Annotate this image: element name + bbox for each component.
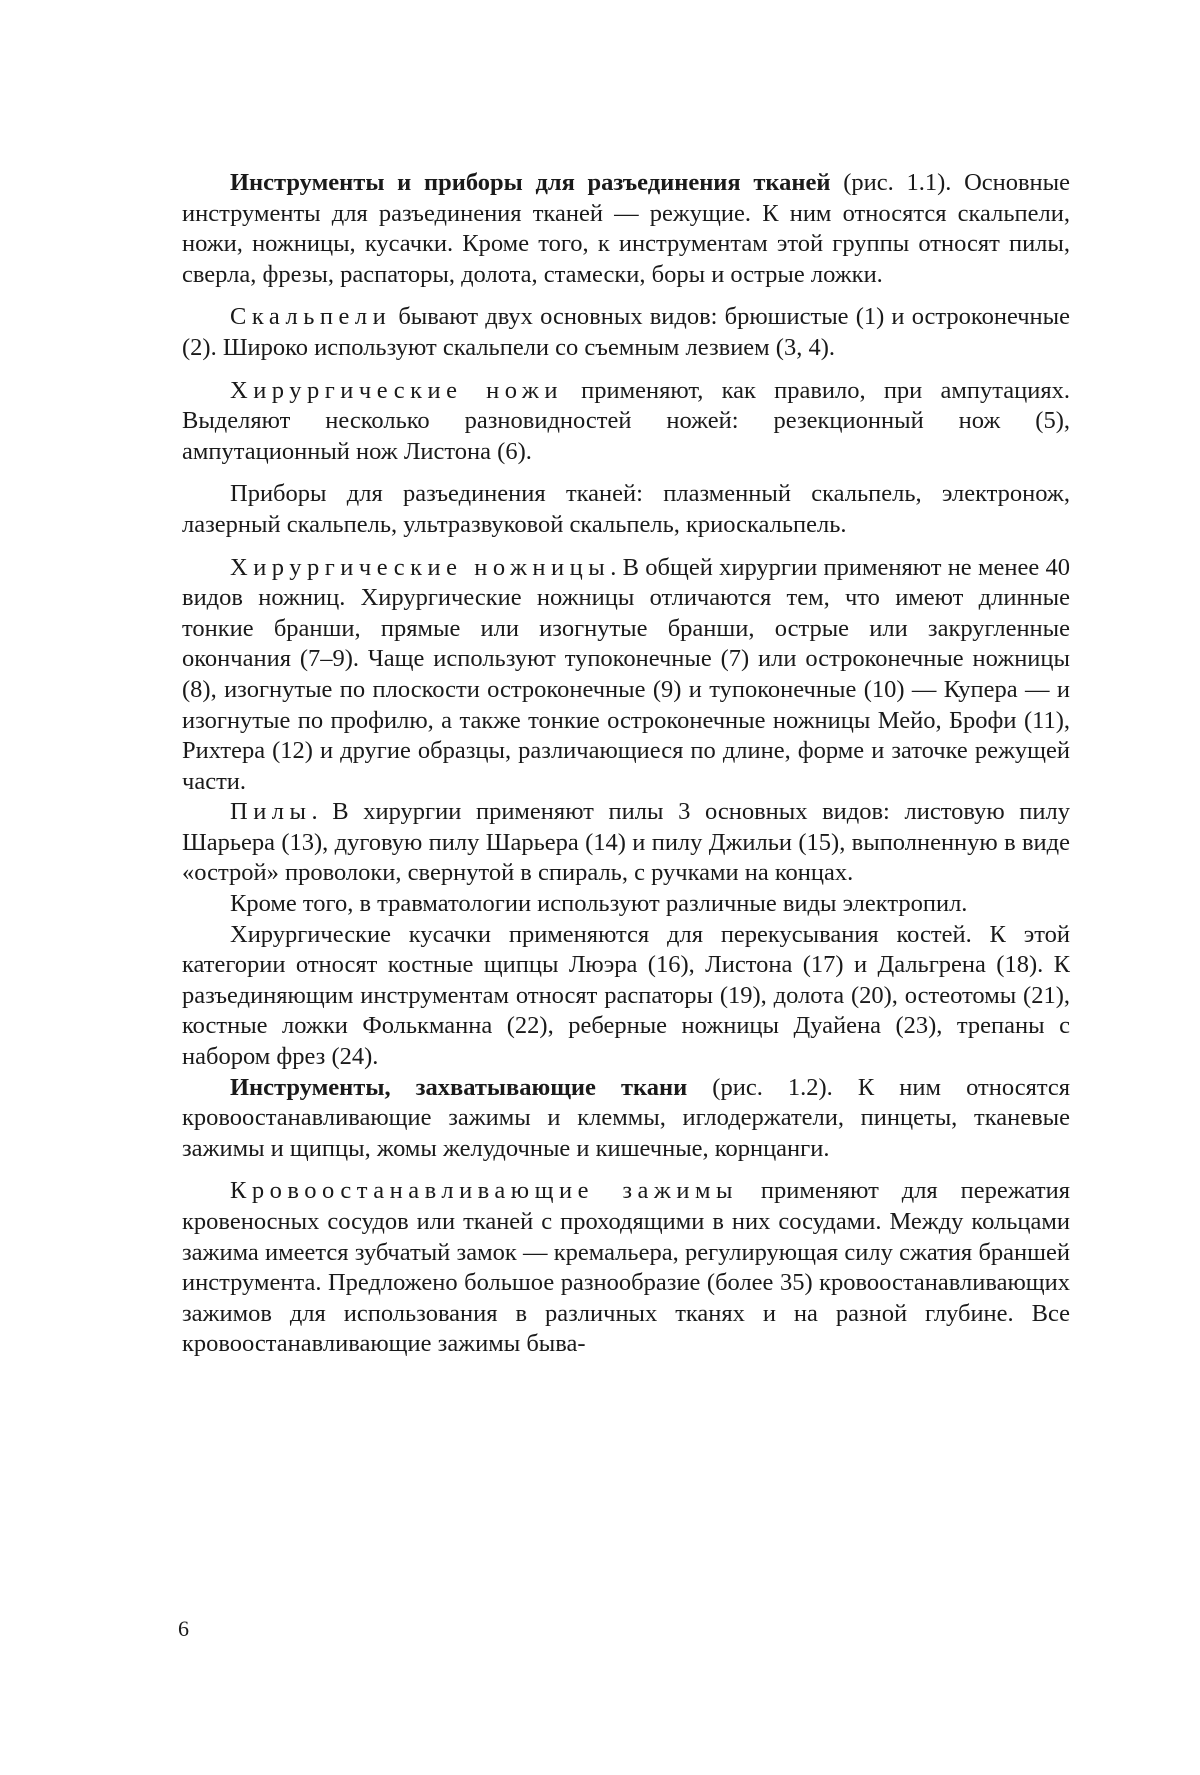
term-surgical-scissors: Хирургические ножницы [230, 553, 611, 581]
paragraph-text: Кроме того, в травматологии используют различные виды электропил. [230, 890, 968, 918]
paragraph-9 [182, 1073, 1070, 1165]
term-surgical-knives: Хирургические ножи [230, 376, 563, 404]
paragraph-3 [182, 376, 1070, 468]
paragraph-text: применяют для пережатия кровеносных сосудов или тканей с проходящими в них сосудами. Между кольцами зажима имеется зубчатый замок — кремальера, регулирующая силу сжатия браншей инструмента. Предложено большое разнообразие (более 35) кровоостанавливающих зажимов для использования в различных тканях и на разной глубине. Все кровоостанавливающие зажимы быва- [182, 1177, 1070, 1358]
paragraph-text: бывают двух основных видов: брюшистые (1) и остроконечные (2). Широко используют скальпели со съемным лезвием (3, 4). [182, 303, 1070, 361]
paragraph-text: . В общей хирургии применяют не менее 40 видов ножниц. Хирургические ножницы отличаются тем, что имеют длинные тонкие бранши, прямые или изогнутые бранши, острые или закругленные окончания (7–9). Чаще используют тупоконечные (7) или остроконечные ножницы (8), изогнутые по плоскости остроконечные (9) и тупоконечные (10) — Купера — и изогнутые по профилю, а также тонкие остроконечные ножницы Мейо, Брофи (11), Рихтера (12) и другие образцы, различающиеся по длине, форме и заточке режущей части. [182, 553, 1071, 795]
paragraph-8 [182, 920, 1070, 1073]
paragraph-6 [182, 797, 1070, 889]
paragraph-text: Приборы для разъединения тканей: плазменный скальпель, электронож, лазерный скальпель, ультразвуковой скальпель, криоскальпель. [182, 480, 1070, 538]
paragraph-1 [182, 168, 1070, 290]
term-saws: Пилы [230, 798, 312, 826]
paragraph-2 [182, 302, 1070, 363]
page-number: 6 [178, 1616, 189, 1641]
body-text [182, 168, 1070, 1360]
paragraph-10 [182, 1176, 1070, 1360]
term-hemostatic-clamps: Кровоостанавливающие зажимы [230, 1177, 738, 1205]
section-heading-grasping-instruments: Инструменты, захватывающие ткани [230, 1073, 688, 1101]
paragraph-5 [182, 553, 1070, 798]
paragraph-7 [182, 889, 1070, 920]
paragraph-text: (рис. 1.2). К ним относятся кровоостанавливающие зажимы и клеммы, иглодержатели, пинцеты, тканевые зажимы и щипцы, жомы желудочные и кишечные, корнцанги. [182, 1073, 1070, 1162]
paragraph-text: (рис. 1.1). Основные инструменты для разъединения тканей — режущие. К ним относятся скальпели, ножи, ножницы, кусачки. Кроме того, к инструментам этой группы относят пилы, сверла, фрезы, распаторы, долота, стамески, боры и острые ложки. [182, 169, 1071, 288]
paragraph-text: Хирургические кусачки применяются для перекусывания костей. К этой категории относят костные щипцы Люэра (16), Листона (17) и Дальгрена (18). К разъединяющим инструментам относят распаторы (19), долота (20), остеотомы (21), костные ложки Фолькманна (22), реберные ножницы Дуайена (23), трепаны с набором фрез (24). [182, 920, 1070, 1071]
paragraph-4 [182, 479, 1070, 540]
paragraph-text: . В хирургии применяют пилы 3 основных видов: листовую пилу Шарьера (13), дуговую пилу Шарьера (14) и пилу Джильи (15), выполненную в виде «острой» проволоки, свернутой в спираль, с ручками на концах. [182, 798, 1070, 887]
term-scalpels: Скальпели [230, 303, 392, 331]
section-heading-cutting-instruments: Инструменты и приборы для разъединения тканей [230, 169, 831, 196]
paragraph-text: применяют, как правило, при ампутациях. Выделяют несколько разновидностей ножей: резекционный нож (5), ампутационный нож Листона (6). [182, 376, 1070, 465]
